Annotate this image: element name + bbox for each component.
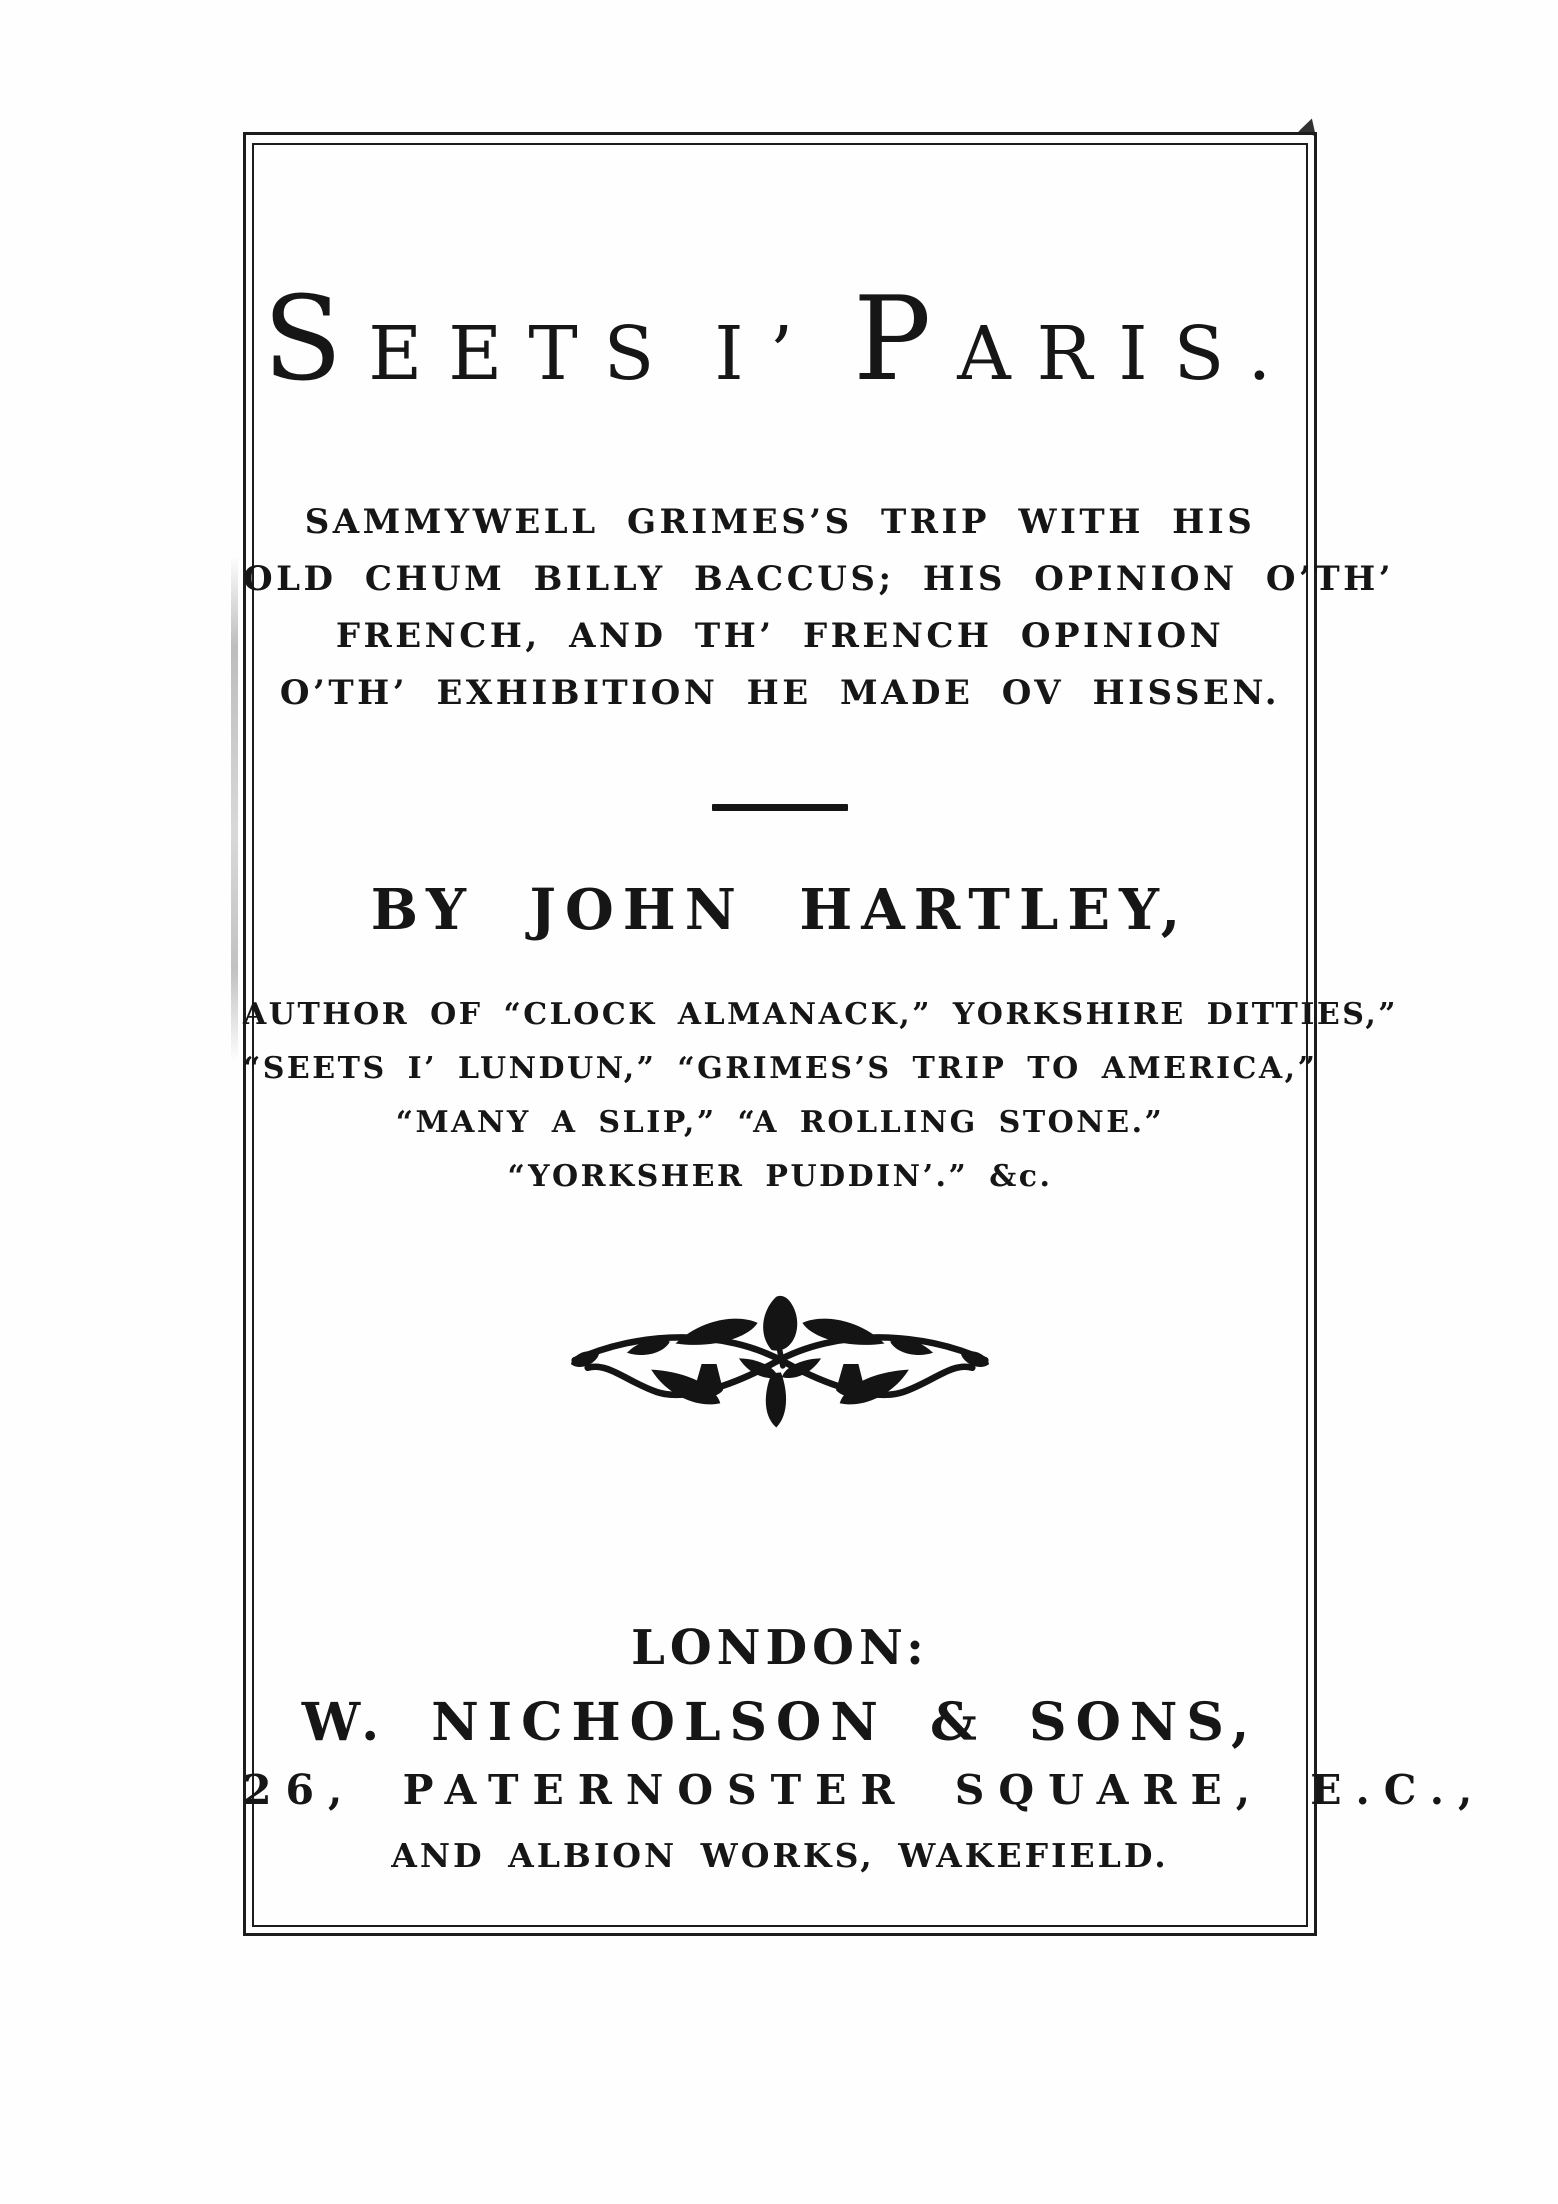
imprint-address: 26, PATERNOSTER SQUARE, E.C., bbox=[243, 1766, 1487, 1814]
subtitle-line: O’TH’ EXHIBITION HE MADE OV HISSEN. bbox=[279, 673, 1281, 713]
credit-line: “SEETS I’ LUNDUN,” “GRIMES’S TRIP TO AMERICA,” bbox=[243, 1051, 1318, 1086]
imprint-city: LONDON: bbox=[631, 1620, 929, 1676]
title-word2: I’ bbox=[714, 311, 820, 397]
title-word3-rest: ARIS bbox=[957, 311, 1248, 397]
title-page bbox=[243, 132, 1487, 1936]
scan-artifact-smudge bbox=[231, 556, 238, 1061]
imprint-works: AND ALBION WORKS, WAKEFIELD. bbox=[391, 1836, 1169, 1875]
subtitle-line: FRENCH, AND TH’ FRENCH OPINION bbox=[335, 616, 1225, 656]
divider-rule bbox=[712, 804, 848, 811]
author-credits bbox=[243, 988, 1399, 1204]
title-word1-rest: EETS bbox=[368, 311, 681, 397]
subtitle bbox=[243, 494, 1395, 722]
byline: BY JOHN HARTLEY, bbox=[370, 877, 1190, 943]
floral-spray-ornament-icon bbox=[243, 1280, 1317, 1452]
subtitle-line: OLD CHUM BILLY BACCUS; HIS OPINION O’TH’ bbox=[243, 559, 1395, 599]
credit-line: AUTHOR OF “CLOCK ALMANACK,” YORKSHIRE DITTIES,” bbox=[243, 997, 1399, 1032]
credit-line: “MANY A SLIP,” “A ROLLING STONE.” bbox=[395, 1105, 1165, 1140]
title-initial-s: S bbox=[262, 272, 369, 407]
title-end-mark: . bbox=[1247, 311, 1298, 397]
subtitle-line: SAMMYWELL GRIMES’S TRIP WITH HIS bbox=[304, 502, 1256, 542]
imprint-publisher: W. NICHOLSON & SONS, bbox=[301, 1692, 1259, 1753]
book-title bbox=[243, 272, 1317, 414]
title-initial-p: P bbox=[853, 272, 958, 407]
credit-line: “YORKSHER PUDDIN’.” &c. bbox=[507, 1159, 1053, 1194]
